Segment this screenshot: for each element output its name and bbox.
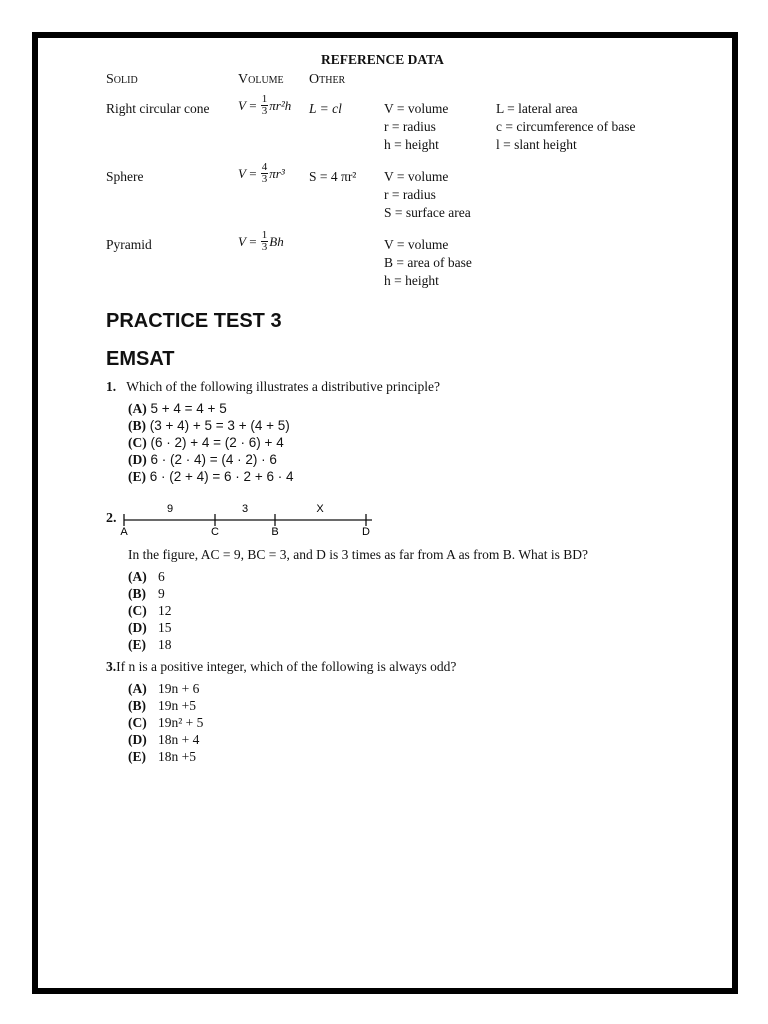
answer-option[interactable]: (C) 12 [128,603,172,618]
cone-vol-lhs: V [238,97,246,113]
question-2-text: In the figure, AC = 9, BC = 3, and D is 3 times as far from A as from B. What is BD? [128,547,589,562]
legend-line: c = circumference of base [496,119,636,134]
sphere-vol-num: 4 [261,161,268,173]
legend-line: r = radius [384,119,436,134]
header-solid: Solid [106,72,138,87]
answer-option[interactable]: (E) 6 · (2 + 4) = 6 · 2 + 6 · 4 [128,469,294,484]
sphere-name: Sphere [106,169,144,184]
answer-option[interactable]: (E) 18n +5 [128,749,196,764]
question-number: 1. [106,379,117,394]
sphere-vol-rest: πr³ [269,165,285,181]
cone-vol-num: 1 [261,93,268,105]
pyramid-vol-lhs: V [238,233,246,249]
exam-heading: EMSAT [106,348,175,370]
number-line-figure [118,498,378,538]
legend-line: B = area of base [384,255,472,270]
segment-label: 9 [166,503,174,515]
answer-option[interactable]: (A) 5 + 4 = 4 + 5 [128,401,227,416]
cone-name: Right circular cone [106,101,210,116]
cone-other: L = cl [309,101,342,116]
cone-volume-formula: V = $\frac{1}{3}$ πr²h [238,93,292,117]
answer-option[interactable]: (D) 18n + 4 [128,732,200,747]
cone-legend-2 [496,100,636,154]
legend-line: S = surface area [384,205,471,220]
point-label: B [271,526,279,538]
sphere-vol-den: 3 [261,173,268,185]
legend-line: l = slant height [496,137,577,152]
answer-option[interactable]: (B) 9 [128,586,165,601]
pyramid-legend [384,236,472,290]
sphere-volume-formula: V = $\frac{4}{3}$ πr³ [238,161,285,185]
point-label: A [120,526,128,538]
sphere-other: S = 4 πr² [309,169,357,184]
reference-title: REFERENCE DATA [321,52,444,67]
question-number: 3. [106,659,117,674]
answer-option[interactable]: (A) 19n + 6 [128,681,200,696]
legend-line: V = volume [384,169,449,184]
point-label: C [211,526,219,538]
question-text: Which of the following illustrates a distributive principle? [126,379,441,394]
pyramid-vol-fraction [261,230,269,253]
question-3 [106,659,456,675]
answer-option[interactable]: (A) 6 [128,569,165,584]
question-3-options [128,680,203,765]
answer-option[interactable]: (C) 19n² + 5 [128,715,204,730]
page-frame [32,32,738,994]
cone-legend-1 [384,100,448,154]
legend-line: r = radius [384,187,436,202]
question-text: If n is a positive integer, which of the following is always odd? [116,659,457,674]
cone-vol-den: 3 [261,105,268,117]
header-other: Other [309,72,346,87]
answer-option[interactable]: (B) 19n +5 [128,698,196,713]
sphere-legend [384,168,471,222]
legend-line: h = height [384,137,439,152]
question-2-options [128,568,172,653]
pyramid-name: Pyramid [106,237,152,252]
legend-line: V = volume [384,101,449,116]
sphere-vol-lhs: V [238,165,246,181]
cone-vol-rest: πr²h [269,97,292,113]
pyramid-vol-rest: Bh [269,233,284,249]
answer-option[interactable]: (B) (3 + 4) + 5 = 3 + (4 + 5) [128,418,290,433]
cone-vol-fraction [261,94,269,117]
point-label: D [362,526,370,538]
header-volume: Volume [238,72,284,87]
sphere-vol-fraction [261,162,269,185]
segment-label: 3 [241,503,249,515]
answer-option[interactable]: (D) 6 · (2 · 4) = (4 · 2) · 6 [128,452,277,467]
pyramid-vol-den: 3 [261,241,268,253]
question-1 [106,379,440,395]
legend-line: L = lateral area [496,101,578,116]
legend-line: V = volume [384,237,449,252]
pyramid-volume-formula: V = $\frac{1}{3}$ Bh [238,229,284,253]
question-2-number: 2. [106,511,117,526]
segment-label: X [316,503,324,515]
question-1-options [128,400,293,485]
answer-option[interactable]: (E) 18 [128,637,172,652]
answer-option[interactable]: (D) 15 [128,620,172,635]
pyramid-vol-num: 1 [261,229,268,241]
legend-line: h = height [384,273,439,288]
answer-option[interactable]: (C) (6 · 2) + 4 = (2 · 6) + 4 [128,435,284,450]
test-heading: PRACTICE TEST 3 [106,310,282,332]
